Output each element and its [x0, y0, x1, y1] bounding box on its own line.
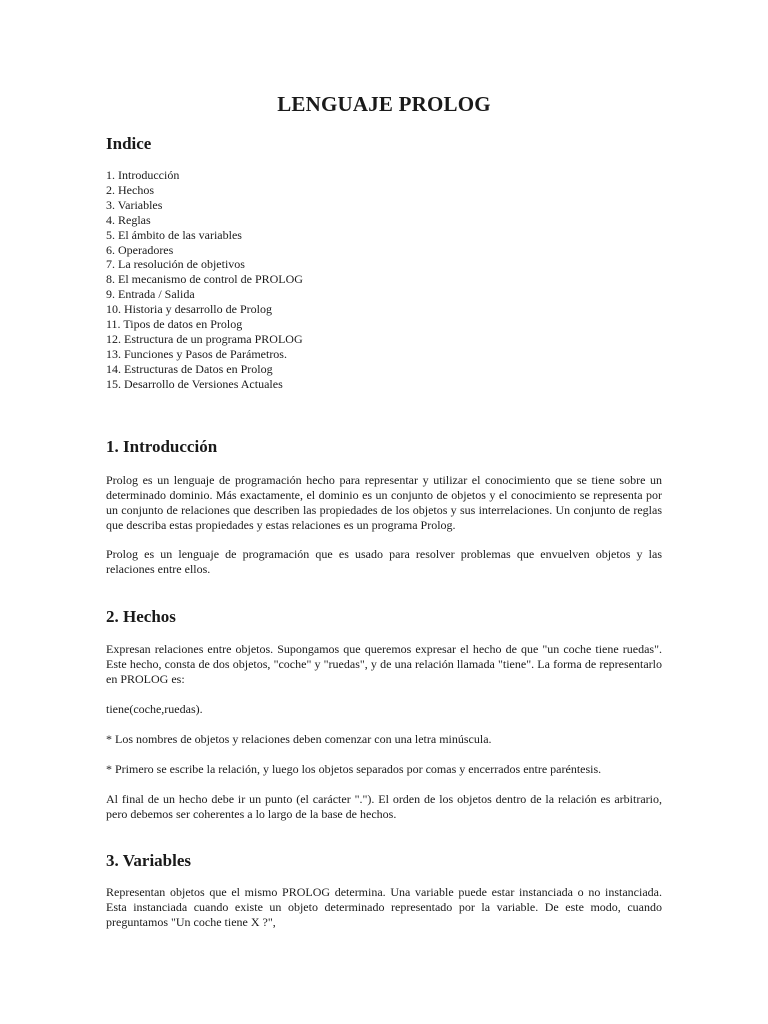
toc-item: 10. Historia y desarrollo de Prolog — [106, 302, 272, 317]
toc-item: 7. La resolución de objetivos — [106, 257, 245, 272]
toc-item: 2. Hechos — [106, 182, 154, 197]
section-heading-hechos: 2. Hechos — [106, 607, 176, 626]
toc-item: 6. Operadores — [106, 242, 174, 257]
toc-item: 1. Introducción — [106, 168, 180, 182]
paragraph-introduccion-2: Prolog es un lenguaje de programación que es usado para resolver problemas que envuelven objetos y las relaciones entre ellos. — [106, 547, 662, 576]
table-of-contents — [106, 168, 303, 392]
toc-item: 9. Entrada / Salida — [106, 287, 195, 302]
note-lowercase: * Los nombres de objetos y relaciones deben comenzar con una letra minúscula. — [106, 732, 492, 746]
document-title: LENGUAJE PROLOG — [277, 92, 491, 116]
paragraph-variables-1: Representan objetos que el mismo PROLOG determina. Una variable puede estar instanciada o no instanciada. Esta instanciada cuando existe un objeto determinado representado por la variable. De este modo, cuando preguntamos "Un coche tiene X ?", — [106, 885, 662, 929]
toc-item: 8. El mecanismo de control de PROLOG — [106, 272, 303, 287]
section-heading-variables: 3. Variables — [106, 851, 192, 870]
toc-item: 15. Desarrollo de Versiones Actuales — [106, 376, 283, 391]
index-heading: Indice — [106, 134, 152, 153]
code-example: tiene(coche,ruedas). — [106, 702, 203, 716]
paragraph-introduccion-1: Prolog es un lenguaje de programación hecho para representar y utilizar el conocimiento que se tiene sobre un determinado dominio. Más exactamente, el dominio es un conjunto de objetos y el conocimiento se representa por un conjunto de relaciones que describen las propiedades de los objetos y sus interrelaciones. Un conjunto de reglas que describa estas propiedades y estas relaciones es un programa Prolog. — [106, 473, 662, 532]
toc-item: 3. Variables — [106, 197, 163, 212]
paragraph-hechos-2: Al final de un hecho debe ir un punto (el carácter "."). El orden de los objetos dentro de la relación es arbitrario, pero debemos ser coherentes a lo largo de la base de hechos. — [106, 792, 662, 821]
note-syntax: * Primero se escribe la relación, y luego los objetos separados por comas y encerrados entre paréntesis. — [106, 762, 602, 776]
section-heading-introduccion: 1. Introducción — [106, 437, 218, 456]
toc-item: 11. Tipos de datos en Prolog — [106, 317, 243, 332]
paragraph-hechos-1: Expresan relaciones entre objetos. Supongamos que queremos expresar el hecho de que "un coche tiene ruedas". Este hecho, consta de dos objetos, "coche" y "ruedas", y de una relación llamada "tiene". La forma de representarlo en PROLOG es: — [106, 642, 662, 686]
toc-item: 12. Estructura de un programa PROLOG — [106, 331, 303, 346]
toc-item: 14. Estructuras de Datos en Prolog — [106, 361, 273, 376]
toc-item: 13. Funciones y Pasos de Parámetros. — [106, 346, 287, 361]
toc-item: 4. Reglas — [106, 212, 151, 227]
toc-item: 5. El ámbito de las variables — [106, 227, 242, 242]
